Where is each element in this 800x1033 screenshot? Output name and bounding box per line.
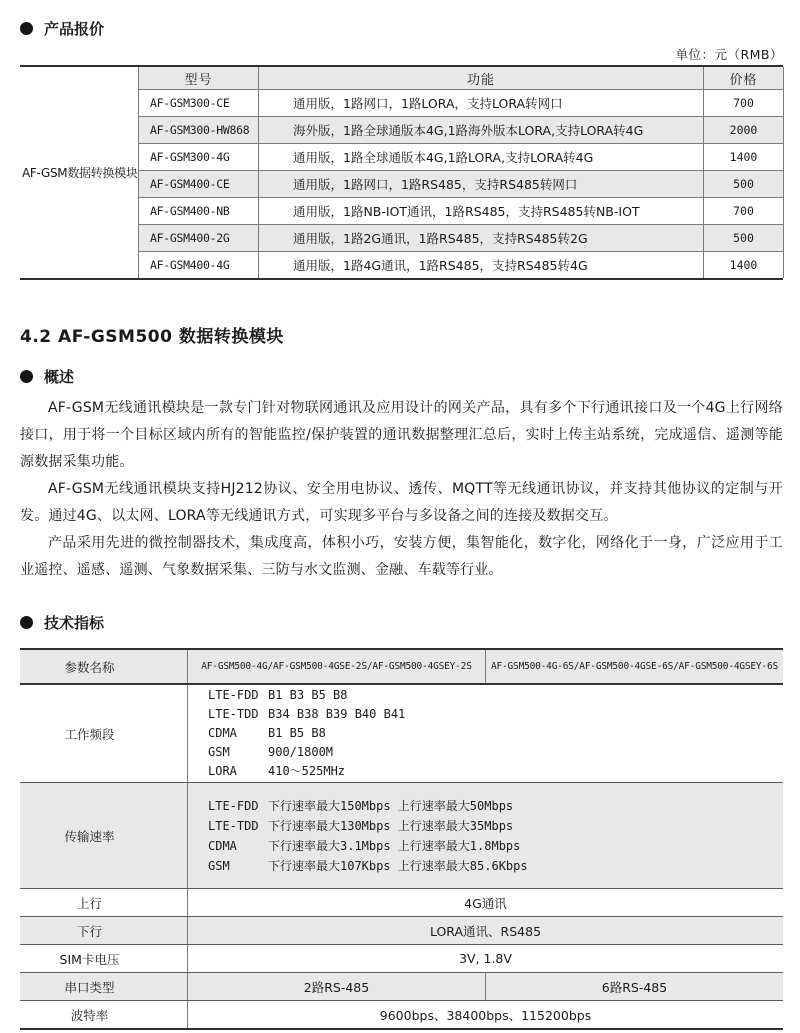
function-cell: 海外版，1路全球通版本4G,1路海外版本LORA,支持LORA转4G [259,117,704,143]
spec-row-frequency [20,685,783,783]
spec-col-header-models-6s: AF-GSM500-4G-6S/AF-GSM500-4GSE-6S/AF-GSM500-4GSEY-6S [490,661,778,672]
price-cell: 2000 [729,123,758,137]
unit-label: 单位：元（RMB） [675,47,783,62]
pricing-table-header-row [139,67,783,90]
spec-line [208,724,783,743]
spec-line-value: 下行速率最大130Mbps 上行速率最大35Mbps [268,818,514,833]
spec-line-value: 下行速率最大150Mbps 上行速率最大50Mbps [268,798,514,813]
spec-label: 串口类型 [20,973,188,1000]
price-cell: 500 [733,177,754,191]
spec-line-key: CDMA [208,726,237,740]
spec-row-transfer-rate [20,783,783,889]
price-cell: 500 [733,231,754,245]
serial-type-value-6s: 6路RS-485 [601,979,668,995]
function-cell: 通用版，1路全球通版本4G,1路LORA,支持LORA转4G [259,144,704,170]
table-row [139,117,783,144]
spec-line-value: B1 B5 B8 [268,726,326,740]
spec-line-value: 410～525MHz [268,764,346,778]
function-cell: 通用版，1路NB-IOT通讯，1路RS485，支持RS485转NB-IOT [259,198,704,224]
pricing-section-title: 产品报价 [44,19,105,38]
overview-paragraph-1: AF-GSM无线通讯模块是一款专门针对物联网通讯及应用设计的网关产品，具有多个下行通讯接口及一个4G上行网络接口，用于将一个目标区域内所有的智能监控/保护装置的通讯数据整理汇总后，实时上传主站系统，完成遥信、遥测等能源数据采集功能。 [20,400,783,470]
spec-col-header-models-2s: AF-GSM500-4G/AF-GSM500-4GSE-2S/AF-GSM500-4GSEY-2S [188,650,486,683]
model-cell: AF-GSM400-NB [139,198,259,224]
spec-label: 下行 [20,917,188,944]
spec-label: 传输速率 [20,783,188,888]
spec-line [208,743,783,762]
spec-row-serial-type [20,973,783,1001]
spec-line-key: CDMA [208,838,237,853]
spec-col-header-param: 参数名称 [20,650,188,683]
pricing-table-group-label: AF-GSM数据转换模块 [22,166,138,180]
spec-label: 工作频段 [20,685,188,782]
spec-line-key: GSM [208,858,230,873]
spec-line [208,796,783,816]
price-cell: 700 [733,204,754,218]
spec-label: SIM卡电压 [20,945,188,972]
spec-line-key: LTE-TDD [208,707,259,721]
bullet-icon [20,22,33,35]
model-cell: AF-GSM400-CE [139,171,259,197]
spec-line [208,762,783,781]
section-heading-pricing [20,18,783,38]
bullet-icon [20,370,33,383]
model-cell: AF-GSM300-4G [139,144,259,170]
spec-line [208,816,783,836]
specs-section-title: 技术指标 [44,613,105,632]
baud-rate-value: 9600bps、38400bps、115200bps [379,1007,592,1023]
section-heading-specs [20,612,783,632]
spec-line-key: LTE-FDD [208,688,259,702]
model-cell: AF-GSM400-2G [139,225,259,251]
overview-paragraph-2: AF-GSM无线通讯模块支持HJ212协议、安全用电协议、透传、MQTT等无线通讯协议，并支持其他协议的定制与开发。通过4G、以太网、LORA等无线通讯方式，可实现多平台与多设备之间的连接及数据交互。 [20,481,783,524]
pricing-table [20,65,783,280]
col-header-price: 价格 [729,72,758,88]
spec-table-header-row [20,650,783,685]
table-row [139,252,783,278]
spec-line-value: 下行速率最大107Kbps 上行速率最大85.6Kbps [268,858,528,873]
overview-section-title: 概述 [44,367,75,386]
function-cell: 通用版，1路4G通讯，1路RS485，支持RS485转4G [259,252,704,278]
sim-voltage-value: 3V, 1.8V [459,951,512,966]
serial-type-value-2s: 2路RS-485 [188,973,486,1000]
table-row [139,144,783,171]
spec-label: 波特率 [20,1001,188,1028]
spec-row-baud-rate [20,1001,783,1028]
spec-line [208,686,783,705]
spec-line [208,836,783,856]
section-heading-overview [20,366,783,386]
uplink-value: 4G通讯 [464,895,507,911]
price-cell: 700 [733,96,754,110]
downlink-value: LORA通讯、RS485 [429,923,542,939]
function-cell: 通用版，1路网口，1路RS485，支持RS485转网口 [259,171,704,197]
bullet-icon [20,616,33,629]
spec-line [208,856,783,876]
model-cell: AF-GSM400-4G [139,252,259,278]
table-row [139,198,783,225]
spec-label: 上行 [20,889,188,916]
transfer-rate-values [188,783,783,888]
table-row [139,90,783,117]
spec-line-value: 900/1800M [268,745,334,759]
function-cell: 通用版，1路2G通讯，1路RS485，支持RS485转2G [259,225,704,251]
table-row [139,225,783,252]
spec-line-value: B34 B38 B39 B40 B41 [268,707,406,721]
frequency-values [188,685,783,782]
spec-line-value: B1 B3 B5 B8 [268,688,348,702]
spec-row-downlink [20,917,783,945]
price-cell: 1400 [729,150,758,164]
overview-paragraphs [20,395,783,584]
overview-paragraph-3: 产品采用先进的微控制器技术，集成度高，体积小巧，安装方便，集智能化，数字化，网络化于一身，广泛应用于工业遥控、遥感、遥测、气象数据采集、三防与水文监测、金融、车载等行业。 [20,535,783,578]
col-header-model: 型号 [139,67,259,89]
spec-line [208,705,783,724]
col-header-function: 功能 [259,67,704,89]
spec-row-uplink [20,889,783,917]
spec-line-key: GSM [208,745,230,759]
spec-line-value: 下行速率最大3.1Mbps 上行速率最大1.8Mbps [268,838,521,853]
function-cell: 通用版，1路网口，1路LORA，支持LORA转网口 [259,90,704,116]
model-cell: AF-GSM300-HW868 [139,117,259,143]
spec-line-key: LTE-FDD [208,798,259,813]
model-cell: AF-GSM300-CE [139,90,259,116]
table-row [139,171,783,198]
spec-line-key: LTE-TDD [208,818,259,833]
pricing-table-body [138,67,784,278]
spec-table [20,648,783,1030]
price-cell: 1400 [729,258,758,272]
spec-line-key: LORA [208,764,237,778]
spec-row-sim-voltage [20,945,783,973]
section-heading-4-2: 4.2 AF-GSM500 数据转换模块 [20,327,284,347]
